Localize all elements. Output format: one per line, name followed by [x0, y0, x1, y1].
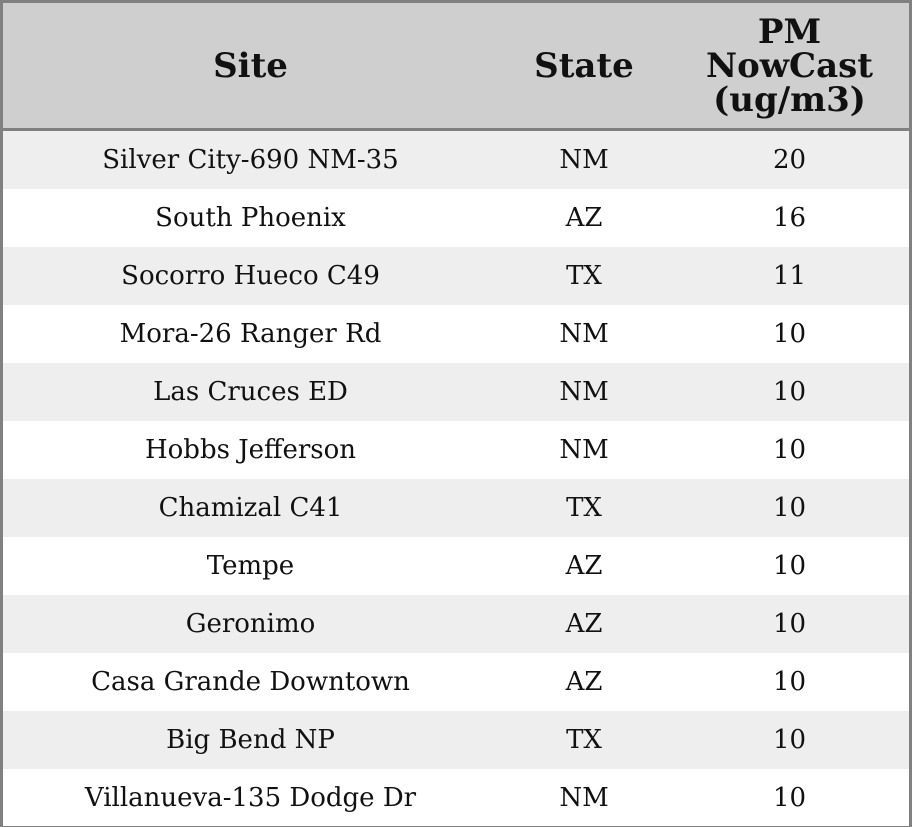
- cell-site: Geronimo: [3, 595, 498, 653]
- cell-state: NM: [498, 305, 670, 363]
- cell-pm: 10: [670, 421, 909, 479]
- cell-site: Tempe: [3, 537, 498, 595]
- cell-state: AZ: [498, 653, 670, 711]
- cell-site: Big Bend NP: [3, 711, 498, 769]
- table-row: [3, 305, 909, 363]
- table-body: [3, 130, 909, 827]
- table-row: [3, 711, 909, 769]
- table-row: [3, 189, 909, 247]
- cell-pm: 10: [670, 363, 909, 421]
- cell-state: NM: [498, 130, 670, 190]
- cell-state: NM: [498, 769, 670, 826]
- header-pm-line1: PM: [757, 11, 822, 52]
- cell-pm: 20: [670, 130, 909, 190]
- cell-site: Villanueva-135 Dodge Dr: [3, 769, 498, 826]
- table-row: [3, 363, 909, 421]
- table-row: [3, 479, 909, 537]
- header-row: [3, 3, 909, 130]
- cell-pm: 10: [670, 305, 909, 363]
- cell-state: AZ: [498, 537, 670, 595]
- cell-state: TX: [498, 479, 670, 537]
- table-row: [3, 537, 909, 595]
- cell-state: NM: [498, 363, 670, 421]
- cell-pm: 10: [670, 653, 909, 711]
- cell-pm: 10: [670, 595, 909, 653]
- cell-site: Casa Grande Downtown: [3, 653, 498, 711]
- cell-site: South Phoenix: [3, 189, 498, 247]
- cell-state: AZ: [498, 595, 670, 653]
- cell-pm: 11: [670, 247, 909, 305]
- cell-state: TX: [498, 247, 670, 305]
- table-header: [3, 3, 909, 130]
- cell-state: AZ: [498, 189, 670, 247]
- table-row: [3, 595, 909, 653]
- table-row: [3, 130, 909, 190]
- cell-pm: 10: [670, 711, 909, 769]
- cell-site: Socorro Hueco C49: [3, 247, 498, 305]
- cell-site: Chamizal C41: [3, 479, 498, 537]
- cell-site: Las Cruces ED: [3, 363, 498, 421]
- header-site: Site: [3, 3, 498, 130]
- table-row: [3, 653, 909, 711]
- cell-state: NM: [498, 421, 670, 479]
- cell-site: Silver City-690 NM-35: [3, 130, 498, 190]
- table-row: [3, 247, 909, 305]
- cell-pm: 16: [670, 189, 909, 247]
- header-pm-line3: (ug/m3): [713, 79, 866, 120]
- table-row: [3, 769, 909, 826]
- pm-nowcast-table: [3, 3, 909, 826]
- header-state: State: [498, 3, 670, 130]
- cell-pm: 10: [670, 769, 909, 826]
- cell-pm: 10: [670, 537, 909, 595]
- header-pm-nowcast: [670, 3, 909, 130]
- cell-pm: 10: [670, 479, 909, 537]
- cell-site: Mora-26 Ranger Rd: [3, 305, 498, 363]
- cell-site: Hobbs Jefferson: [3, 421, 498, 479]
- header-pm-line2: NowCast: [706, 45, 873, 86]
- table-row: [3, 421, 909, 479]
- cell-state: TX: [498, 711, 670, 769]
